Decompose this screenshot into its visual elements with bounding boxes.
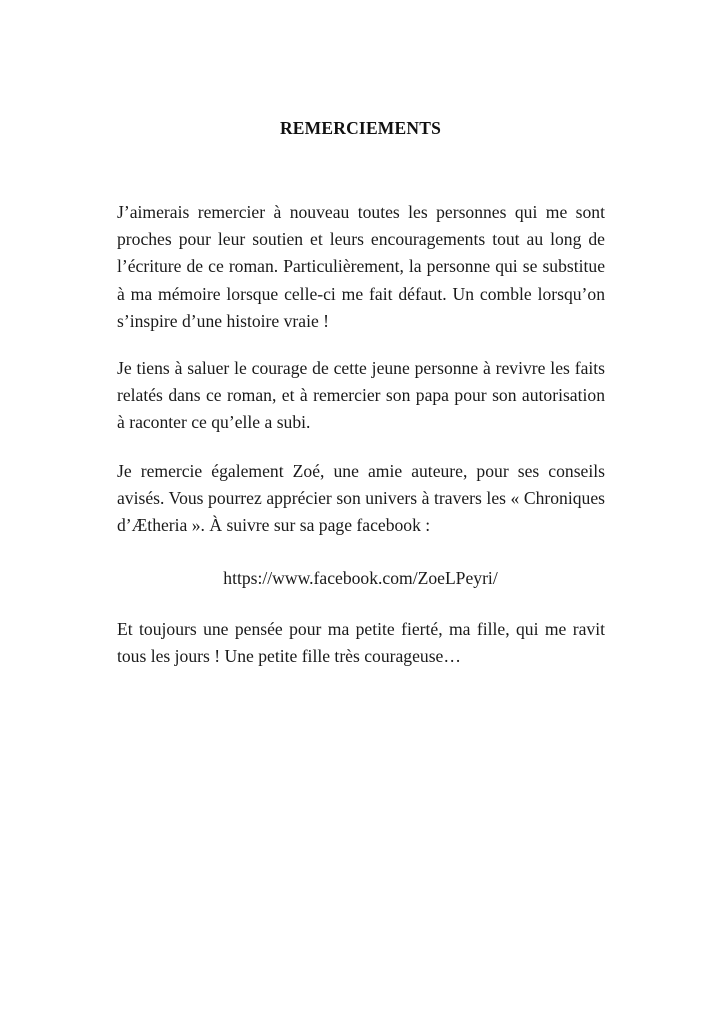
page-title: REMERCIEMENTS (279, 118, 442, 138)
paragraph-courage: Je tiens à saluer le courage de cette jeune personne à revivre les faits relatés dans ce roman, et à remercier son papa pour son autorisation à raconter ce qu’elle a subi. (117, 358, 605, 433)
facebook-link[interactable]: https://www.facebook.com/ZoeLPeyri/ (223, 568, 498, 588)
paragraph-zoe: Je remercie également Zoé, une amie auteure, pour ses conseils avisés. Vous pourrez apprécier son univers à travers les « Chroniques d’Ætheria ». À suivre sur sa page facebook : (117, 461, 605, 536)
paragraph-daughter: Et toujours une pensée pour ma petite fierté, ma fille, qui me ravit tous les jours ! Une petite fille très courageuse… (117, 619, 605, 667)
paragraph-thanks-relatives: J’aimerais remercier à nouveau toutes les personnes qui me sont proches pour leur soutien et leurs encouragements tout au long de l’écriture de ce roman. Particulièrement, la personne qui se substitue à ma mémoire lorsque celle-ci me fait défaut. Un comble lorsqu’on s’inspire d’une histoire vraie ! (117, 202, 605, 331)
